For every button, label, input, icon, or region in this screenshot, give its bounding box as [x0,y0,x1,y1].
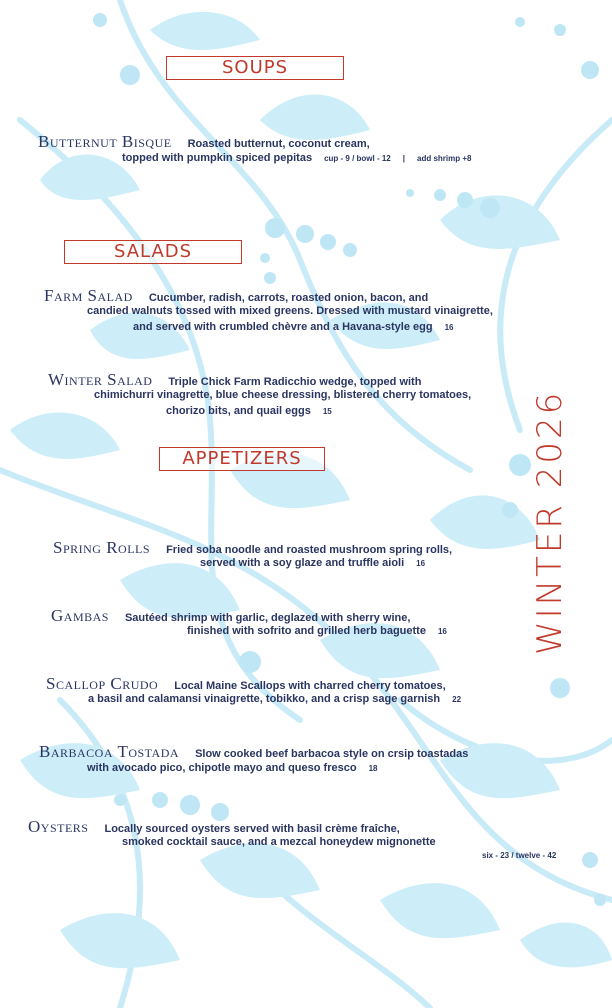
item-name: Butternut Bisque [38,132,172,151]
item-description-line: a basil and calamansi vinaigrette, tobikko, and a crisp sage garnish [88,693,441,705]
item-description-line: smoked cocktail sauce, and a mezcal honeydew mignonette [122,836,436,848]
item-description-line: chorizo bits, and quail eggs [166,405,311,417]
item-addon-price: add shrimp +8 [417,154,472,163]
item-description-line: chimichurri vinagrette, blue cheese dressing, blistered cherry tomatoes, [94,389,472,401]
menu-item-spring-line2 [200,557,425,569]
item-description-line: Locally sourced oysters served with basil crème fraîche, [104,823,400,835]
item-name: Scallop Crudo [46,674,159,693]
item-name: Gambas [51,606,109,625]
item-name: Barbacoa Tostada [39,742,180,761]
menu-item-scallop-line2 [88,693,461,705]
item-description-line: Fried soba noodle and roasted mushroom spring rolls, [166,544,453,556]
item-description-line: Triple Chick Farm Radicchio wedge, topped with [168,376,422,388]
menu-item-butternut-line2 [122,152,471,164]
menu-item-farm-salad [44,286,428,306]
item-description-line: Local Maine Scallops with charred cherry tomatoes, [174,680,446,692]
item-price: 16 [444,323,454,332]
item-name: Oysters [28,817,89,836]
item-price: 22 [452,695,462,704]
item-description-line: with avocado pico, chipotle mayo and queso fresco [87,762,357,774]
item-description-line: Roasted butternut, coconut cream, [187,138,370,150]
season-label: WINTER 2026 [530,389,570,655]
item-description-line: served with a soy glaze and truffle aioli [200,557,405,569]
item-description-line: topped with pumpkin spiced pepitas [122,152,313,164]
menu-item-oysters [28,817,400,837]
item-price: 16 [437,627,447,636]
menu-item-winter-line3 [166,405,332,417]
item-description-line: candied walnuts tossed with mixed greens. Dressed with mustard vinaigrette, [87,305,493,317]
price-separator: | [402,154,406,163]
item-price: 18 [368,764,378,773]
item-name: Farm Salad [44,286,133,305]
item-price: 16 [416,559,426,568]
menu-item-barbacoa-tostada [39,742,468,762]
item-price: six - 23 / twelve - 42 [482,851,557,860]
item-description-line: Slow cooked beef barbacoa style on crsip toastadas [195,748,469,760]
item-price: 15 [322,407,332,416]
section-heading-soups: SOUPS [166,56,344,80]
menu-item-farm-line3 [133,321,453,333]
item-price: cup - 9 / bowl - 12 [324,154,391,163]
menu-item-gambas [51,606,410,626]
item-name: Winter Salad [48,370,153,389]
menu-item-gambas-line2 [187,625,447,637]
menu-item-butternut-bisque [38,132,370,152]
section-heading-salads: SALADS [64,240,242,264]
item-description-line: and served with crumbled chèvre and a Havana-style egg [133,321,433,333]
menu-item-scallop-crudo [46,674,446,694]
menu-item-spring-rolls [53,538,452,558]
item-description-line: Sautéed shrimp with garlic, deglazed with sherry wine, [124,612,411,624]
menu-item-winter-salad [48,370,421,390]
section-heading-appetizers: APPETIZERS [159,447,325,471]
menu-item-tostada-line2 [87,762,377,774]
item-name: Spring Rolls [53,538,151,557]
item-description-line: finished with sofrito and grilled herb baguette [187,625,426,637]
item-description-line: Cucumber, radish, carrots, roasted onion, bacon, and [148,292,429,304]
